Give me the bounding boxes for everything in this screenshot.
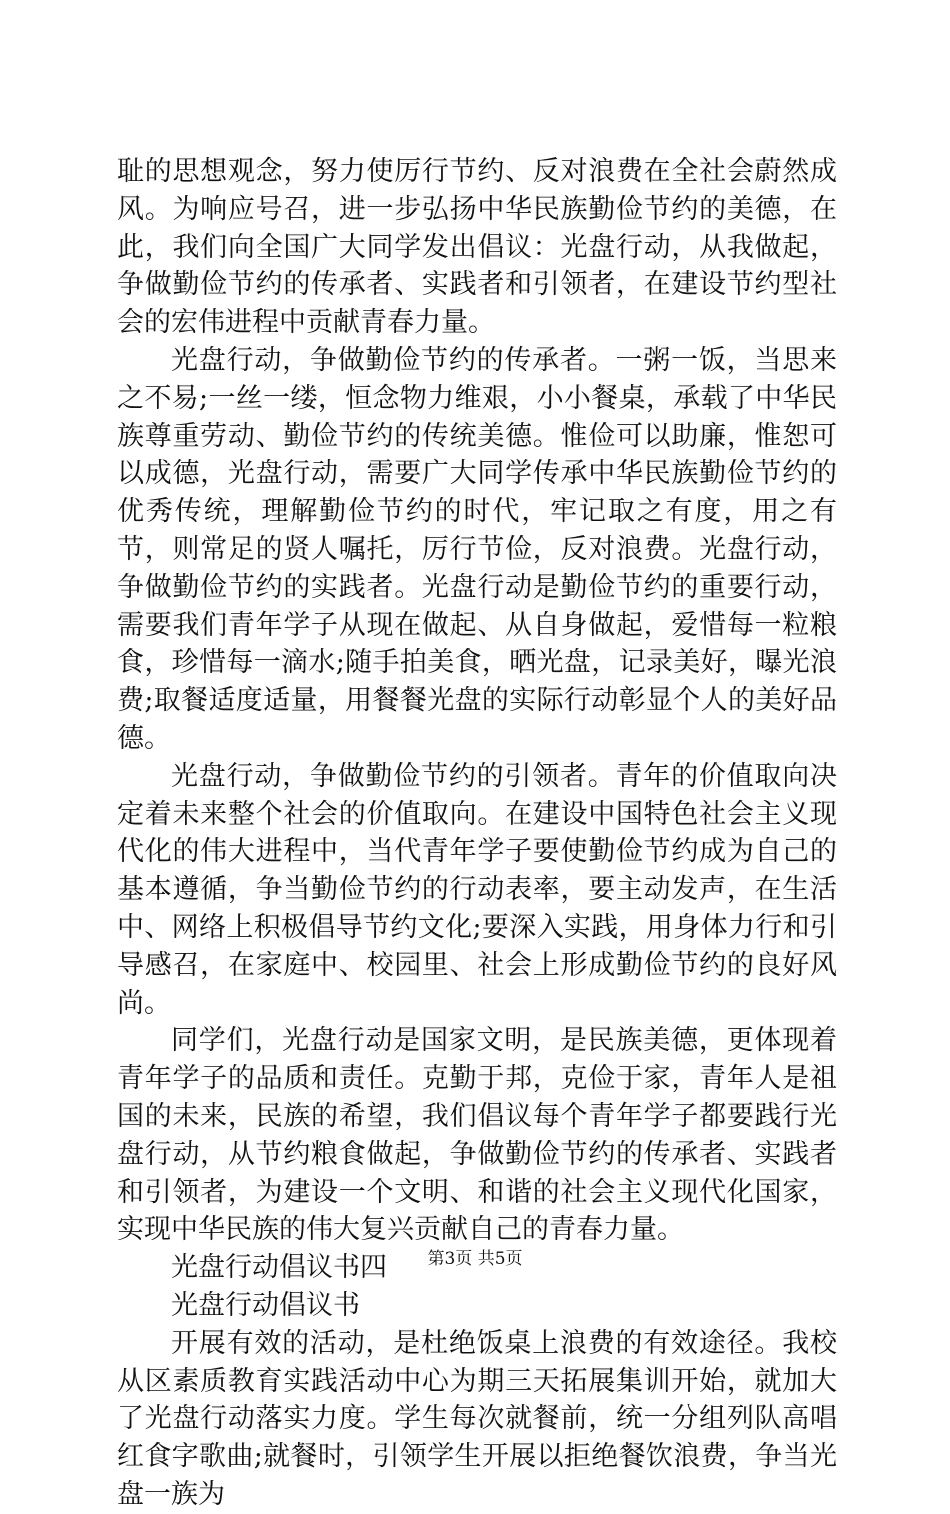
paragraph-1: 耻的思想观念，努力使厉行节约、反对浪费在全社会蔚然成风。为响应号召，进一步弘扬中华民族勤俭节约的美德，在此，我们向全国广大同学发出倡议：光盘行动，从我做起，争做勤俭节约的传承者、实践者和引领者，在建设节约型社会的宏伟进程中贡献青春力量。 [117, 156, 837, 339]
section-heading-number: 光盘行动倡议书四 [171, 1252, 387, 1284]
page-footer [0, 1247, 950, 1271]
document-body [117, 153, 837, 1514]
page-number: 第3页 共5页 [427, 1249, 523, 1269]
paragraph-3: 光盘行动，争做勤俭节约的引领者。青年的价值取向决定着未来整个社会的价值取向。在建设中国特色社会主义现代化的伟大进程中，当代青年学子要使勤俭节约成为自己的基本遵循，争当勤俭节约的行动表率，要主动发声，在生活中、网络上积极倡导节约文化;要深入实践，用身体力行和引导感召，在家庭中、校园里、社会上形成勤俭节约的良好风尚。 [117, 760, 837, 1019]
section-heading-title: 光盘行动倡议书 [171, 1289, 360, 1321]
paragraph-5: 开展有效的活动，是杜绝饭桌上浪费的有效途径。我校从区素质教育实践活动中心为期三天拓展集训开始，就加大了光盘行动落实力度。学生每次就餐前，统一分组列队高唱红食字歌曲;就餐时，引领学生开展以拒绝餐饮浪费，争当光盘一族为 [117, 1327, 837, 1510]
paragraph-2: 光盘行动，争做勤俭节约的传承者。一粥一饭，当思来之不易;一丝一缕，恒念物力维艰，小小餐桌，承载了中华民族尊重劳动、勤俭节约的传统美德。惟俭可以助廉，惟恕可以成德，光盘行动，需要广大同学传承中华民族勤俭节约的优秀传统，理解勤俭节约的时代，牢记取之有度，用之有节，则常足的贤人嘱托，厉行节俭，反对浪费。光盘行动，争做勤俭节约的实践者。光盘行动是勤俭节约的重要行动，需要我们青年学子从现在做起、从自身做起，爱惜每一粒粮食，珍惜每一滴水;随手拍美食，晒光盘，记录美好，曝光浪费;取餐适度适量，用餐餐光盘的实际行动彰显个人的美好品德。 [117, 344, 837, 754]
paragraph-4: 同学们，光盘行动是国家文明，是民族美德，更体现着青年学子的品质和责任。克勤于邦，克俭于家，青年人是祖国的未来，民族的希望，我们倡议每个青年学子都要践行光盘行动，从节约粮食做起，争做勤俭节约的传承者、实践者和引领者，为建设一个文明、和谐的社会主义现代化国家，实现中华民族的伟大复兴贡献自己的青春力量。 [117, 1025, 837, 1246]
